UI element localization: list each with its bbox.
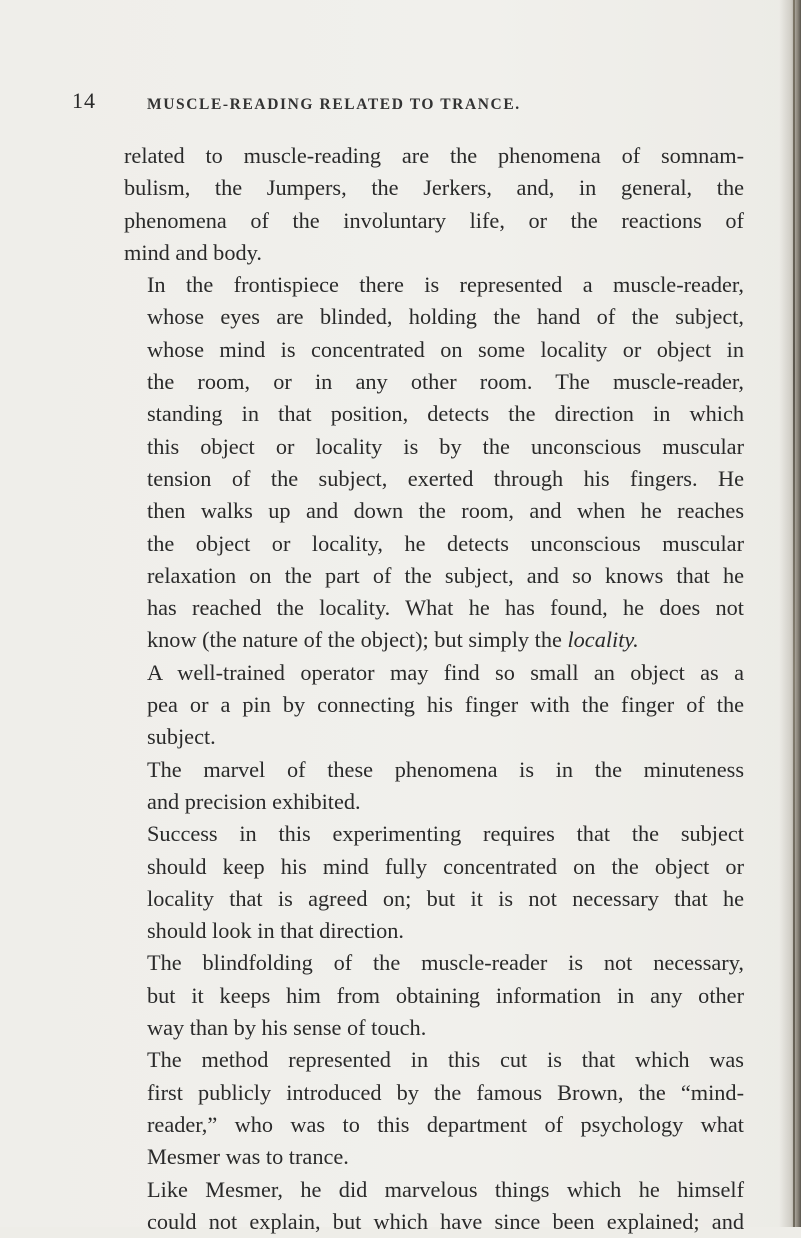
text-line	[124, 624, 744, 656]
text-line: bulism, the Jumpers, the Jerkers, and, in general, the	[124, 175, 744, 201]
text-line: tension of the subject, exerted through his fingers. He	[147, 465, 744, 491]
text-line: but it keeps him from obtaining information in any other	[147, 982, 744, 1008]
text-line: this object or locality is by the unconscious muscular	[147, 433, 744, 459]
text-line: should look in that direction.	[147, 918, 405, 944]
page-edge-shadow	[779, 0, 801, 1227]
text-line: subject.	[147, 724, 216, 750]
text-line: has reached the locality. What he has found, he does not	[147, 595, 744, 621]
text-line: The marvel of these phenomena is in the minuteness	[147, 756, 744, 782]
text-line: related to muscle-reading are the phenomena of somnam-	[124, 143, 744, 168]
text-line: mind and body.	[124, 239, 262, 265]
text-line: whose eyes are blinded, holding the hand of the subject,	[147, 304, 744, 330]
text-line: the object or locality, he detects unconscious muscular	[147, 530, 744, 556]
page-number: 14	[72, 88, 96, 113]
text-line: the room, or in any other room. The muscle-reader,	[147, 369, 744, 395]
text-line: Success in this experimenting requires that the subject	[147, 821, 744, 847]
italic-word: locality.	[567, 627, 639, 653]
text-segment: know (the nature of the object); but simply the	[147, 627, 562, 653]
text-line: way than by his sense of touch.	[147, 1015, 427, 1041]
page-header	[0, 78, 801, 118]
text-line: phenomena of the involuntary life, or the reactions of	[124, 207, 744, 233]
text-line: reader,” who was to this department of psychology what	[147, 1111, 744, 1137]
running-head: MUSCLE-READING RELATED TO TRANCE.	[147, 96, 521, 113]
text-line: pea or a pin by connecting his finger with the finger of the	[147, 692, 744, 718]
text-line: relaxation on the part of the subject, and so knows that he	[147, 562, 744, 588]
text-line: A well-trained operator may find so small an object as a	[147, 659, 744, 685]
text-line: Mesmer was to trance.	[147, 1144, 349, 1170]
text-line: first publicly introduced by the famous Brown, the “mind-	[147, 1079, 744, 1105]
text-line: Like Mesmer, he did marvelous things which he himself	[147, 1176, 744, 1202]
text-line: and precision exhibited.	[147, 788, 361, 814]
text-line: In the frontispiece there is represented a muscle-reader,	[147, 272, 744, 298]
body-text	[124, 140, 744, 1238]
text-line: could not explain, but which have since been explained; and	[147, 1208, 744, 1234]
text-line: whose mind is concentrated on some locality or object in	[147, 336, 744, 362]
page-edge	[793, 0, 795, 1227]
text-line: The blindfolding of the muscle-reader is not necessary,	[147, 950, 744, 976]
text-line: standing in that position, detects the direction in which	[147, 401, 744, 427]
text-line: should keep his mind fully concentrated on the object or	[147, 853, 744, 879]
text-line: locality that is agreed on; but it is not necessary that he	[147, 885, 744, 911]
text-line: The method represented in this cut is that which was	[147, 1047, 744, 1073]
text-line: then walks up and down the room, and when he reaches	[147, 498, 744, 524]
